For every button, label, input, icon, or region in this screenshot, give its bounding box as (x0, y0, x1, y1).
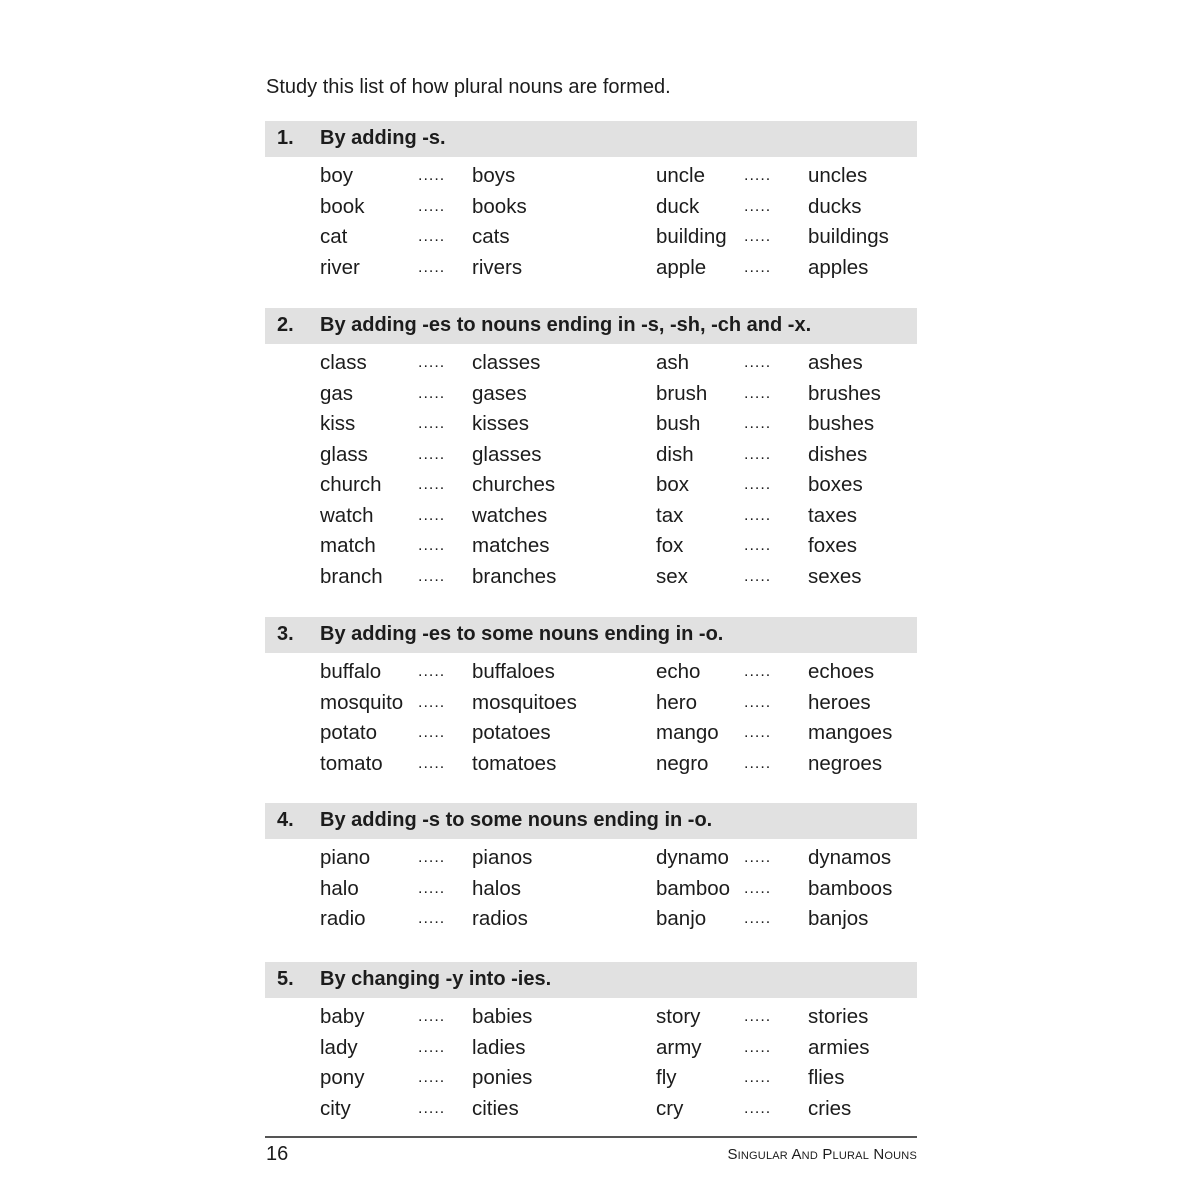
footer-divider (265, 1136, 917, 1138)
singular-word: fly (656, 1066, 677, 1089)
plural-word: kisses (472, 412, 529, 435)
dot-leader: ..... (744, 476, 772, 493)
word-row (265, 1035, 917, 1066)
singular-word: class (320, 351, 367, 374)
dot-leader: ..... (744, 1069, 772, 1086)
word-pairs (265, 1004, 917, 1126)
dot-leader: ..... (744, 197, 772, 215)
rule-number: 3. (277, 623, 294, 645)
dot-leader: ..... (418, 384, 446, 402)
singular-word: potato (320, 721, 377, 744)
singular-word: mosquito (320, 690, 404, 714)
word-row (265, 1096, 917, 1127)
singular-word: brush (656, 381, 708, 405)
plural-word: churches (472, 473, 556, 496)
plural-word: matches (472, 534, 550, 557)
plural-word: taxes (808, 503, 857, 527)
singular-word: halo (320, 876, 359, 900)
word-row (265, 720, 917, 751)
plural-word: apples (808, 255, 869, 279)
word-row (265, 1065, 917, 1096)
singular-word: church (320, 473, 382, 496)
word-row (265, 194, 917, 225)
singular-word: lady (320, 1035, 358, 1059)
plural-word: brushes (808, 381, 881, 405)
singular-word: baby (320, 1005, 365, 1028)
word-row (265, 876, 917, 907)
plural-word: boxes (808, 473, 863, 496)
singular-word: banjo (656, 907, 707, 930)
dot-leader: ..... (744, 228, 772, 245)
dot-leader: ..... (418, 197, 446, 215)
singular-word: gas (320, 381, 354, 405)
dot-leader: ..... (418, 1069, 446, 1086)
word-row (265, 411, 917, 442)
dot-leader: ..... (744, 384, 772, 402)
plural-word: radios (472, 907, 528, 930)
rule-number: 2. (277, 314, 294, 336)
word-row (265, 350, 917, 381)
plural-word: mosquitoes (472, 690, 577, 714)
dot-leader: ..... (418, 1099, 446, 1117)
singular-word: cry (656, 1096, 684, 1120)
plural-word: buildings (808, 225, 889, 248)
plural-word: books (472, 194, 527, 218)
word-row (265, 751, 917, 782)
plural-word: sexes (808, 564, 862, 588)
dot-leader: ..... (418, 228, 446, 245)
dot-leader: ..... (744, 724, 772, 741)
singular-word: pony (320, 1066, 365, 1089)
dot-leader: ..... (744, 910, 772, 927)
plural-word: armies (808, 1035, 870, 1059)
plural-word: banjos (808, 907, 869, 930)
dot-leader: ..... (744, 879, 772, 897)
dot-leader: ..... (744, 663, 772, 680)
dot-leader: ..... (418, 258, 446, 276)
plural-word: mangoes (808, 721, 893, 744)
plural-word: stories (808, 1005, 869, 1028)
rule-title: By adding -s. (320, 127, 446, 149)
word-row (265, 224, 917, 255)
rule-title: By adding -s to some nouns ending in -o. (320, 809, 713, 831)
plural-word: branches (472, 564, 557, 588)
rule-section (265, 121, 917, 285)
plural-word: tomatoes (472, 751, 557, 775)
dot-leader: ..... (418, 415, 446, 432)
dot-leader: ..... (744, 1038, 772, 1056)
word-row (265, 533, 917, 564)
word-row (265, 845, 917, 876)
singular-word: branch (320, 564, 383, 588)
rule-section (265, 962, 917, 1126)
plural-word: halos (472, 876, 522, 900)
singular-word: tomato (320, 751, 383, 775)
word-row (265, 690, 917, 721)
dot-leader: ..... (744, 506, 772, 524)
dot-leader: ..... (744, 537, 772, 554)
singular-word: tax (656, 503, 684, 527)
singular-word: bamboo (656, 876, 731, 900)
plural-word: babies (472, 1005, 533, 1028)
dot-leader: ..... (744, 693, 772, 711)
singular-word: river (320, 255, 360, 279)
rule-title: By adding -es to nouns ending in -s, -sh, -ch and -x. (320, 314, 812, 336)
plural-word: boys (472, 164, 516, 187)
rule-heading (265, 803, 917, 839)
page-number: 16 (266, 1143, 289, 1165)
plural-word: ashes (808, 351, 863, 374)
rule-heading (265, 121, 917, 157)
rule-heading (265, 962, 917, 998)
singular-word: echo (656, 660, 701, 683)
rule-title: By adding -es to some nouns ending in -o. (320, 623, 724, 645)
word-row (265, 906, 917, 937)
singular-word: glass (320, 442, 368, 466)
rule-section (265, 803, 917, 937)
dot-leader: ..... (744, 1008, 772, 1025)
plural-word: buffaloes (472, 660, 555, 683)
singular-word: duck (656, 194, 700, 218)
singular-word: building (656, 225, 727, 248)
dot-leader: ..... (418, 724, 446, 741)
rule-heading (265, 308, 917, 344)
running-head: Singular And Plural Nouns (727, 1146, 917, 1163)
singular-word: dish (656, 442, 694, 466)
plural-word: foxes (808, 534, 857, 557)
rule-number: 1. (277, 127, 294, 149)
dot-leader: ..... (744, 167, 772, 184)
intro-text: Study this list of how plural nouns are formed. (266, 76, 671, 98)
dot-leader: ..... (418, 476, 446, 493)
dot-leader: ..... (418, 1008, 446, 1025)
singular-word: box (656, 473, 690, 496)
word-row (265, 442, 917, 473)
dot-leader: ..... (744, 849, 772, 866)
word-pairs (265, 163, 917, 285)
plural-word: bamboos (808, 876, 893, 900)
plural-word: pianos (472, 846, 533, 869)
word-row (265, 564, 917, 595)
dot-leader: ..... (744, 445, 772, 463)
plural-word: bushes (808, 412, 875, 435)
plural-word: flies (808, 1066, 845, 1089)
plural-word: negroes (808, 751, 883, 775)
singular-word: story (656, 1005, 701, 1028)
word-pairs (265, 350, 917, 594)
dot-leader: ..... (744, 354, 772, 371)
singular-word: sex (656, 564, 688, 588)
dot-leader: ..... (744, 1099, 772, 1117)
word-row (265, 1004, 917, 1035)
book-page (265, 70, 917, 1170)
plural-word: glasses (472, 442, 542, 466)
rule-section (265, 617, 917, 781)
word-row (265, 472, 917, 503)
singular-word: uncle (656, 164, 706, 187)
dot-leader: ..... (418, 1038, 446, 1056)
plural-word: potatoes (472, 721, 551, 744)
plural-word: watches (472, 503, 548, 527)
dot-leader: ..... (418, 537, 446, 554)
dot-leader: ..... (418, 167, 446, 184)
word-pairs (265, 845, 917, 937)
word-row (265, 255, 917, 286)
dot-leader: ..... (418, 663, 446, 680)
singular-word: fox (656, 534, 684, 557)
dot-leader: ..... (418, 567, 446, 585)
plural-word: ponies (472, 1066, 533, 1089)
singular-word: army (656, 1035, 702, 1059)
singular-word: book (320, 194, 365, 218)
singular-word: apple (656, 255, 707, 279)
dot-leader: ..... (418, 354, 446, 371)
singular-word: piano (320, 846, 371, 869)
singular-word: kiss (320, 412, 356, 435)
plural-word: cats (472, 225, 510, 248)
plural-word: echoes (808, 660, 875, 683)
word-row (265, 503, 917, 534)
word-pairs (265, 659, 917, 781)
dot-leader: ..... (418, 754, 446, 772)
singular-word: watch (320, 503, 374, 527)
dot-leader: ..... (744, 754, 772, 772)
rule-heading (265, 617, 917, 653)
word-row (265, 381, 917, 412)
dot-leader: ..... (744, 415, 772, 432)
dot-leader: ..... (744, 567, 772, 585)
word-row (265, 163, 917, 194)
word-row (265, 659, 917, 690)
dot-leader: ..... (418, 693, 446, 711)
singular-word: boy (320, 164, 354, 187)
plural-word: dishes (808, 442, 868, 466)
plural-word: ladies (472, 1035, 526, 1059)
singular-word: buffalo (320, 660, 382, 683)
singular-word: hero (656, 690, 698, 714)
dot-leader: ..... (418, 849, 446, 866)
plural-word: cities (472, 1096, 519, 1120)
plural-word: classes (472, 351, 541, 374)
singular-word: mango (656, 721, 719, 744)
singular-word: radio (320, 907, 366, 930)
singular-word: city (320, 1096, 351, 1120)
singular-word: negro (656, 751, 709, 775)
plural-word: ducks (808, 194, 862, 218)
plural-word: cries (808, 1096, 852, 1120)
dot-leader: ..... (418, 445, 446, 463)
plural-word: gases (472, 381, 527, 405)
plural-word: rivers (472, 255, 523, 279)
dot-leader: ..... (418, 506, 446, 524)
rule-number: 5. (277, 968, 294, 990)
rule-title: By changing -y into -ies. (320, 968, 552, 990)
singular-word: match (320, 534, 376, 557)
singular-word: cat (320, 225, 348, 248)
rule-section (265, 308, 917, 594)
dot-leader: ..... (418, 910, 446, 927)
singular-word: bush (656, 412, 701, 435)
singular-word: ash (656, 351, 690, 374)
dot-leader: ..... (744, 258, 772, 276)
plural-word: heroes (808, 690, 871, 714)
dot-leader: ..... (418, 879, 446, 897)
rule-number: 4. (277, 809, 294, 831)
singular-word: dynamo (656, 846, 729, 869)
plural-word: uncles (808, 164, 868, 187)
plural-word: dynamos (808, 846, 892, 869)
